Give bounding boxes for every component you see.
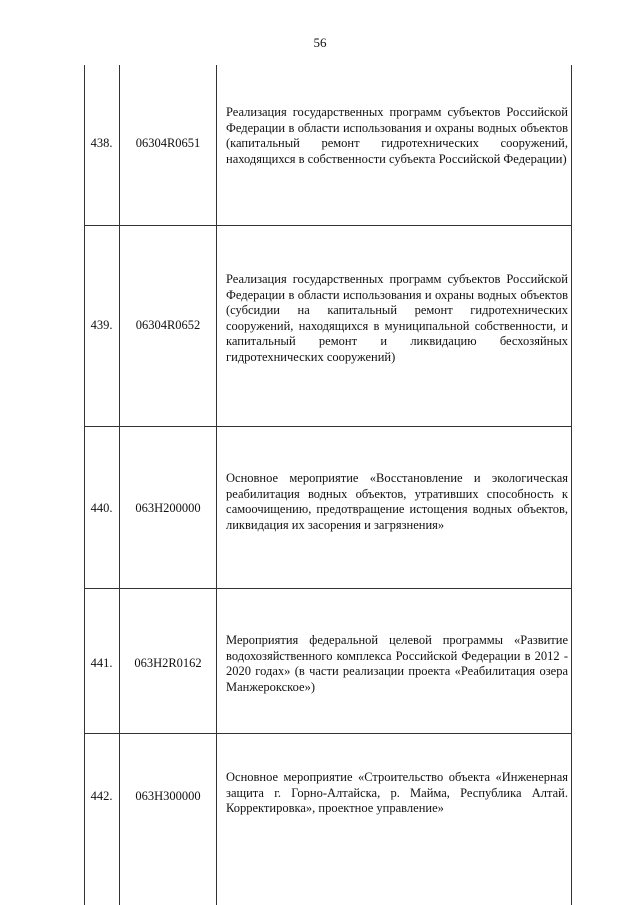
row-description: Реализация государственных программ субъектов Российской Федерации в области использования и охраны водных объектов (капитальный ремонт гидротехнических сооружений, находящихся в собственности субъекта Российской Федерации) bbox=[226, 105, 568, 166]
row-separator bbox=[84, 733, 572, 734]
row-description: Реализация государственных программ субъектов Российской Федерации в области использования и охраны водных объектов (субсидии на капитальный ремонт гидротехнических сооружений, находящихся в муниципальной собственности, и капитальный ремонт и ликвидацию бесхозяйных гидротехнических сооружений) bbox=[226, 272, 568, 364]
row-description: Мероприятия федеральной целевой программы «Развитие водохозяйственного комплекса Российской Федерации в 2012 - 2020 годах» (в части реализации проекта «Реабилитация озера Манжерокское») bbox=[226, 633, 568, 694]
row-code: 063H300000 bbox=[135, 789, 201, 803]
row-code: 06304R0651 bbox=[135, 136, 201, 150]
row-code: 063H2R0162 bbox=[134, 656, 202, 670]
column-divider-code bbox=[216, 65, 217, 905]
table-border-left bbox=[84, 65, 85, 905]
table-border-right bbox=[571, 65, 572, 905]
row-number: 442. bbox=[90, 789, 113, 803]
row-code: 063H200000 bbox=[135, 501, 201, 515]
page-number: 56 bbox=[313, 35, 327, 50]
row-code: 06304R0652 bbox=[135, 318, 201, 332]
row-number: 441. bbox=[90, 656, 113, 670]
budget-classification-table bbox=[84, 65, 572, 905]
row-separator bbox=[84, 225, 572, 226]
row-number: 438. bbox=[90, 136, 113, 150]
row-separator bbox=[84, 588, 572, 589]
row-description: Основное мероприятие «Строительство объекта «Инженерная защита г. Горно-Алтайска, р. Майма, Республика Алтай. Корректировка», проектное управление» bbox=[226, 770, 568, 815]
row-separator bbox=[84, 426, 572, 427]
column-divider-num bbox=[119, 65, 120, 905]
row-number: 439. bbox=[90, 318, 113, 332]
row-description: Основное мероприятие «Восстановление и экологическая реабилитация водных объектов, утративших способность к самоочищению, предотвращение истощения водных объектов, ликвидация их засорения и загрязнения» bbox=[226, 471, 568, 532]
row-number: 440. bbox=[90, 501, 113, 515]
